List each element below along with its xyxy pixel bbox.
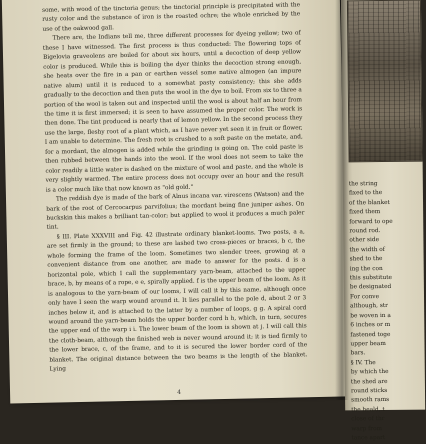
text-line: although, str [350, 303, 388, 310]
text-line: tance apart [351, 434, 386, 442]
text-line: fastened toge [350, 331, 391, 338]
text-line: fixed them [349, 209, 381, 216]
facing-page-text [349, 180, 422, 444]
text-line: smooth rams [351, 397, 390, 404]
main-page-text [42, 1, 308, 375]
text-line: the shed are [350, 378, 388, 385]
text-line: ing the con [349, 265, 383, 273]
text-line: be woven in a [350, 312, 391, 320]
paragraph: The reddish dye is made of the bark of Alnus incana var. virescens (Watson) and the bark of the root of Cercocarpus parvifolius; the mordant being fine juniper ashes. On buckskin this makes a brilliant tan-color; but applied to wool it produces a much paler tint. [46, 191, 305, 232]
paragraph: § III. Plate XXXVIII and Fig. 42 illustrate ordinary blanket-looms. Two posts, a a, are set firmly in the ground; to these are lashed two cross-pieces or braces, b c, the whole forming the frame of the loom. Sometimes two slender trees, growing at a convenient distance from one another, are made to answer for the posts. d is a horizontal pole, which I call the supplementary yarn-beam, attached to the upper brace, b, by means of a rope, e e, spirally applied. f is the upper beam of the loom. As it is analogous to the yarn-beam of our looms, I will call it by this name, although once only have I seen the warp wound around it. It lies parallel to the pole d, about 2 or 3 inches below it, and is attached to the latter by a number of loops, g g. A spiral cord wound around the yarn-beam holds the upper border cord h h, which, in turn, secures the upper end of the warp i i. The lower beam of the loom is shown at j. I will call this the cloth-beam, although the finished web is never wound around it; it is tied firmly to the lower brace, c, of the frame, and to it is secured the lower border cord of the blanket. The original distance between the two beams is the length of the blanket. Lying [46, 229, 308, 373]
text-line: the heald, t [351, 406, 385, 414]
page-number: 4 [177, 388, 182, 396]
paragraph: some, with wood of the tinctoria genus; the tinctorial principle is precipitated with the rusty color and the substance of iron is the roasted ochre; the whole enriched by the use of the oakwood gall. [42, 2, 301, 33]
text-line: fixed to the [348, 190, 383, 197]
text-line: round sticks [350, 387, 388, 395]
text-line: by which the [350, 369, 389, 376]
text-line: the string [348, 181, 378, 188]
text-line: of the blanket [348, 199, 390, 207]
text-line: warp from [351, 425, 383, 432]
text-line: other side [349, 237, 380, 244]
text-line: close of thr [351, 416, 385, 423]
text-line: shed to the [349, 256, 383, 263]
text-line: forward to ope [349, 218, 393, 225]
paragraph: There are, the Indians tell me, three different processes for dyeing yellow; two of these I have witnessed. The first process is thus conducted: The flowering tops of Bigelovia graveolens are boiled for about six hours, until a decoction of deep yellow color is produced. While this is boiling the dyer thinks the decoction strong enough, she heats over the fire in a pan or earthen vessel some native almogen (an impure native alum) until it is reduced to a somewhat pasty consistency; this she adds gradually to the decoction and then puts the wool in the dye to boil. From six to three a portion of the wool is taken out and inspected until the wool is about half an hour from the time it is first immersed; it is seen to have assumed the proper color. The work is then done. The tint produced is nearly that of lemon yellow. In the second process they use the large, fleshy root of a plant which, as I have never yet seen it in fruit or flower, I am unable to determine. The fresh root is crushed to a soft paste on the metate, and, for a mordant, the almogen is added while the grinding is going on. The cold paste is then rubbed between the hands into the wool. If the wool does not seem to take the color readily a little water is dashed on the mixture of wool and paste, and the whole is very slightly warmed. The entire process does not occupy over an hour and the result is a color much like that now known as "old gold." [42, 30, 304, 194]
text-line: the width of [349, 246, 385, 254]
text-line: round rod. [349, 228, 381, 235]
text-line: For conve [349, 293, 380, 301]
facing-page [341, 0, 425, 442]
loom-engraving-image [347, 0, 423, 162]
text-line: § IV. The [350, 359, 376, 367]
text-line: this substitute [349, 274, 392, 282]
text-line: bars. [350, 350, 366, 357]
text-line: upper beam [350, 340, 386, 348]
text-line: 6 inches or m [350, 322, 391, 329]
main-page [2, 0, 348, 403]
text-line: be designated [349, 284, 392, 291]
gutter-shadow [335, 0, 349, 400]
